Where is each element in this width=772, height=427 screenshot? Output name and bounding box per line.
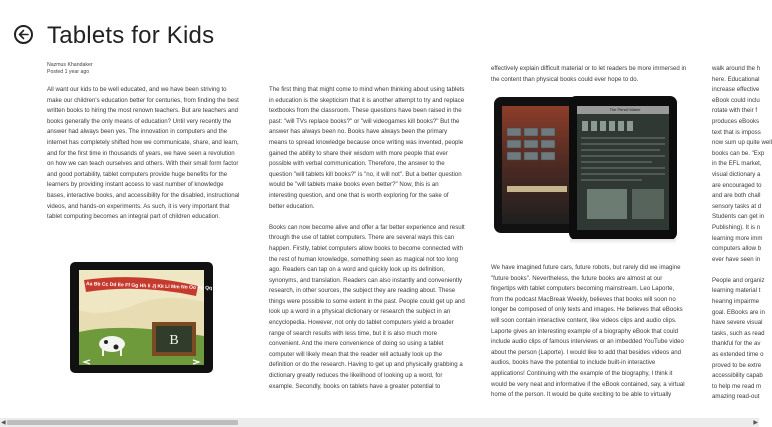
text-line: learning more imm xyxy=(712,234,763,242)
article-column-4 xyxy=(712,64,772,420)
tablet-image-ipads xyxy=(492,94,679,244)
book-banner-text: Aa Bb Cc Dd Ee Ff Gg Hh Ii Jj Kk Ll Mm Nn Oo Pp Qq Rr Ss Tt Uu Vv Ww Xx Yy Zz xyxy=(85,281,281,294)
text-line: are encouraged to xyxy=(712,181,762,189)
text-line: sensory tasks at d xyxy=(712,202,762,210)
text-line: rotate with their f xyxy=(712,107,758,115)
article-column-3 xyxy=(491,64,687,96)
paragraph: Books can now become alive and offer a far better experience and result through the use of tablet computers. There are several ways this can happen. Firstly, tablet computers allow books to become connected with the rest of human knowledge, something seen as magical not too long ago. Readers can tap on a word and quickly look up its definition, synonyms, and translation. Readers can also instantly and conveniently research, in other sources, the subject they are reading about. These things were possible to some extent in the past. People could get up and look up a word in a physical dictionary or research the subject in an encyclopedia. However, not only do tablet computers yield a broader range of search results with less time, but it is also much more convenient. And the mere convenience of doing so using a tablet computer will likely mean that the reader will actually look up the definition or do the research. Having to get up and physically grabbing a dictionary greatly reduces the likelihood of looking up a word, for example. Secondly, books on tablets have a greater potential to xyxy=(269,223,465,390)
text-line: books can be. "Exp xyxy=(712,149,765,157)
text-line: accessibility capab xyxy=(712,372,763,380)
tablet-image-alphabet xyxy=(70,262,281,373)
text-line: computers allow b xyxy=(712,245,762,253)
text-line: ever have seen in xyxy=(712,255,761,263)
scrollbar-thumb[interactable] xyxy=(7,420,238,425)
byline-author: Nazmus Khandaker xyxy=(47,62,93,68)
text-line: Publishing). It is n xyxy=(712,223,761,231)
text-line: visual dictionary a xyxy=(712,170,761,178)
paragraph: The first thing that might come to mind when thinking about using tablets in education is the skepticism that it is another attempt to try and replace textbooks from the classroom. These questions have been raised in the past: "will TVs replace books?" or "will videogames kill books?" But the answer has always been no. Books have always been the primary means to spread knowledge because once writing was invented, people gained the ability to share their wisdom with more people that ever possible with verbal communication. Therefore, the answer to the question "will tablets kill books?" is "no, it will not". But a better question would be "will tablets make books even better?" Now, this is an interesting question, and one that is worth exploring for the sake of better education. xyxy=(269,86,465,210)
byline-posted: Posted 1 year ago xyxy=(47,69,90,75)
text-line: Students can get in xyxy=(712,213,765,221)
text-line: tasks, such as read xyxy=(712,329,765,337)
text-line: have severe visual xyxy=(712,319,763,327)
text-line: walk around the h xyxy=(712,65,761,72)
article-column-1 xyxy=(47,62,242,233)
text-line: amazing read-out xyxy=(712,393,760,401)
page-title: Tablets for Kids xyxy=(47,22,215,49)
paragraph: We have imagined future cars, future robots, but rarely did we imagine "future books". Nevertheless, the future books are almost at our fingertips with tablet computers becoming mainstream. Leo Laporte, from the podcast MacBreak Weekly, believes that books will soon no longer be composed of only texts and images. He believes that eBooks will soon contain interactive content, like videos clips and audio clips. Laporte gives an interesting example of a biography eBook that could include audio clips of famous interviews or an imbedded YouTube video about the person (Laporte). I would like to add that besides videos and audios, books have the potential to include built-in interactive applications! Continuing with the example of the biography, I think it would be very neat and informative if the eBook contained, say, a virtual home of the person. It would be quite exciting to be able to virtually xyxy=(491,264,685,399)
screen-title: The Pencil Maker xyxy=(609,107,641,112)
scroll-left-arrow-icon[interactable]: ◀ xyxy=(1,420,6,426)
article-column-3-body xyxy=(491,263,687,411)
text-line: in the EFL market, xyxy=(712,160,762,168)
text-line: goal. EBooks are in xyxy=(712,308,765,316)
text-line: now sum up quite well xyxy=(712,139,772,147)
text-line: hearing impairme xyxy=(712,298,760,306)
text-line: learning material t xyxy=(712,287,761,295)
text-line: proved to be extre xyxy=(712,361,762,369)
text-line: People and organiz xyxy=(712,276,765,284)
text-line: text that is imposs xyxy=(712,128,761,136)
horizontal-scrollbar[interactable] xyxy=(0,418,759,427)
paragraph: effectively explain difficult material or to let readers be more immersed in the content than physical books could ever hope to do. xyxy=(491,65,687,83)
text-line: and are both chall xyxy=(712,192,761,200)
paragraph: All want our kids to be well educated, and we have been striving to make our children's education better for centuries, from finding the best written books to hiring the most renown teachers. But are teachers and books generally the only means of education? Until very recently the answer had always been yes. The innovation in computers and the internet has completely shifted how we communicate, share, and learn, and for the first time in thousands of years, we have seen a revolution on how we can teach ourselves and others. With their small form factor and good portability, tablet computers provide huge benefits for the learners by providing instant access to vast number of knowledge bases, interactive books, and accessibility for the disabled, instructional videos, and hands-on experiments. As such, it is very important that tablet computing becomes an integral part of children education. xyxy=(47,86,240,221)
text-line: thankful for the av xyxy=(712,340,761,348)
svg-text:B: B xyxy=(169,333,179,348)
text-line: to help me read m xyxy=(712,382,762,390)
text-line: here. Educational xyxy=(712,75,760,83)
back-arrow-icon xyxy=(18,29,29,40)
text-line: produces eBooks xyxy=(712,117,760,125)
text-line: increase effective xyxy=(712,86,760,94)
article-column-2 xyxy=(269,85,465,403)
scroll-right-arrow-icon[interactable]: ▶ xyxy=(753,420,758,426)
text-line xyxy=(712,265,759,276)
text-line: as extended time o xyxy=(712,351,764,359)
text-line: eBook could inclu xyxy=(712,96,760,104)
back-button[interactable] xyxy=(14,25,33,44)
